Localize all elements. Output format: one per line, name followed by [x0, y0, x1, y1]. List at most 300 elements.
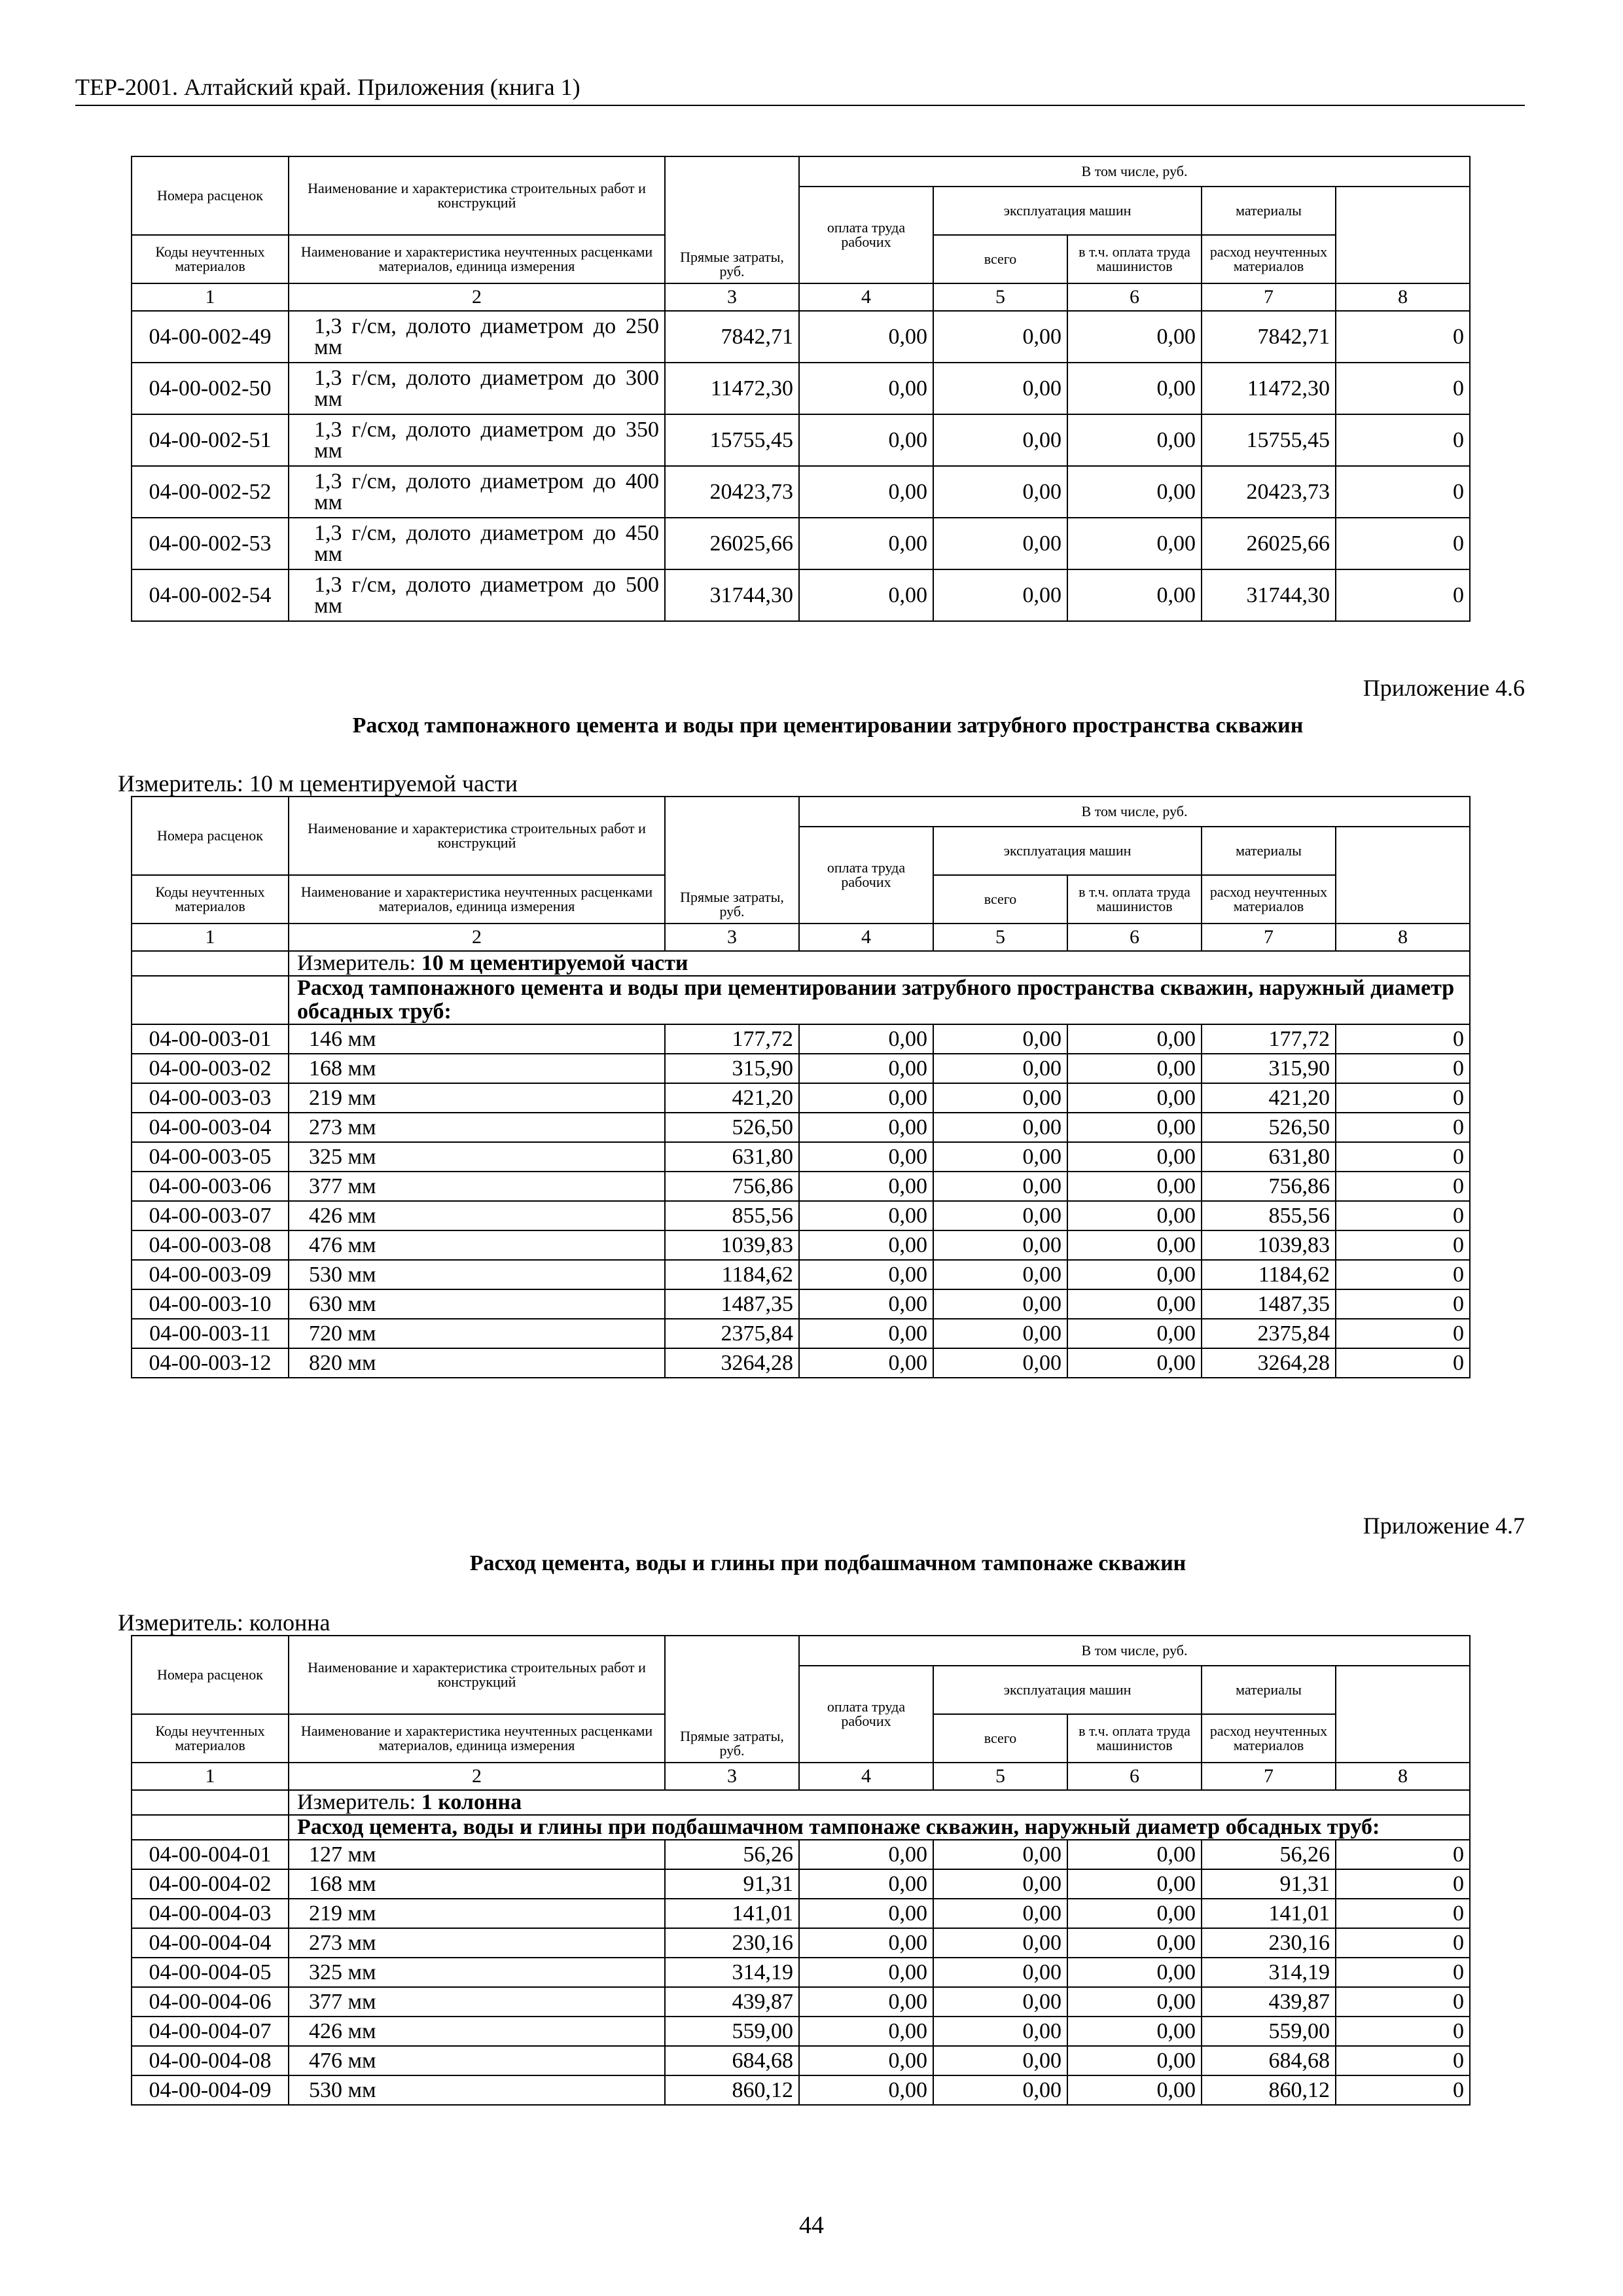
rate-name: 1,3 г/см, долото диаметром до 500 мм	[289, 569, 665, 621]
table-row	[132, 2075, 1470, 2105]
table-row	[132, 311, 1470, 363]
labor-pay: 0,00	[799, 466, 933, 518]
table-section	[132, 951, 1470, 1024]
rate-name: 146 мм	[289, 1024, 665, 1054]
rate-code: 04-00-003-02	[132, 1054, 289, 1083]
table-body	[132, 1840, 1470, 2105]
header-unaccounted: расход неучтенных материалов	[1202, 235, 1336, 283]
machinist-pay: 0,00	[1067, 1928, 1202, 1958]
machines-total: 0,00	[933, 1319, 1067, 1348]
machines-total: 0,00	[933, 1172, 1067, 1201]
machines-total: 0,00	[933, 1230, 1067, 1260]
table-row	[132, 2017, 1470, 2046]
labor-pay: 0,00	[799, 1113, 933, 1142]
materials-cost: 1487,35	[1202, 1289, 1336, 1319]
rate-code: 04-00-003-06	[132, 1172, 289, 1201]
column-number: 4	[799, 283, 933, 311]
labor-pay: 0,00	[799, 1289, 933, 1319]
labor-pay: 0,00	[799, 2046, 933, 2075]
machines-total: 0,00	[933, 1899, 1067, 1928]
direct-cost: 31744,30	[665, 569, 799, 621]
header-machines-total: всего	[933, 1714, 1067, 1763]
machines-total: 0,00	[933, 1260, 1067, 1289]
machinist-pay: 0,00	[1067, 1172, 1202, 1201]
machines-total: 0,00	[933, 1840, 1067, 1869]
labor-hours: 0	[1336, 2046, 1470, 2075]
labor-hours: 0	[1336, 2017, 1470, 2046]
header-machinist-pay: в т.ч. оплата труда машинистов	[1067, 1714, 1202, 1763]
column-number: 5	[933, 1763, 1067, 1790]
rate-code: 04-00-002-51	[132, 414, 289, 466]
machines-total: 0,00	[933, 466, 1067, 518]
header-material-codes: Коды неучтенных материалов	[132, 1714, 289, 1763]
direct-cost: 141,01	[665, 1899, 799, 1928]
table-row	[132, 1230, 1470, 1260]
materials-cost: 631,80	[1202, 1142, 1336, 1172]
rate-name: 219 мм	[289, 1899, 665, 1928]
rate-name: 1,3 г/см, долото диаметром до 300 мм	[289, 363, 665, 414]
table-row	[132, 1201, 1470, 1230]
machines-total: 0,00	[933, 1348, 1067, 1378]
labor-pay: 0,00	[799, 1348, 933, 1378]
header-work-name: Наименование и характеристика строительных работ и конструкций	[289, 156, 665, 235]
direct-cost: 7842,71	[665, 311, 799, 363]
header-rate-numbers: Номера расценок	[132, 1636, 289, 1714]
table-header	[132, 797, 1470, 951]
materials-cost: 11472,30	[1202, 363, 1336, 414]
rate-code: 04-00-004-09	[132, 2075, 289, 2105]
table-row	[132, 1289, 1470, 1319]
labor-hours: 0	[1336, 1142, 1470, 1172]
labor-pay: 0,00	[799, 1840, 933, 1869]
machines-total: 0,00	[933, 2017, 1067, 2046]
rate-code: 04-00-002-49	[132, 311, 289, 363]
materials-cost: 56,26	[1202, 1840, 1336, 1869]
labor-hours: 0	[1336, 414, 1470, 466]
labor-hours: 0	[1336, 1928, 1470, 1958]
labor-hours: 0	[1336, 363, 1470, 414]
labor-hours: 0	[1336, 1083, 1470, 1113]
materials-cost: 26025,66	[1202, 518, 1336, 569]
machines-total: 0,00	[933, 1113, 1067, 1142]
machines-total: 0,00	[933, 1142, 1067, 1172]
machinist-pay: 0,00	[1067, 1113, 1202, 1142]
column-number: 5	[933, 924, 1067, 951]
table-row	[132, 1840, 1470, 1869]
labor-pay: 0,00	[799, 1142, 933, 1172]
column-number: 3	[665, 1763, 799, 1790]
direct-cost: 631,80	[665, 1142, 799, 1172]
machines-total: 0,00	[933, 569, 1067, 621]
machinist-pay: 0,00	[1067, 1260, 1202, 1289]
header-unaccounted: расход неучтенных материалов	[1202, 1714, 1336, 1763]
appendix-title-4-7: Расход цемента, воды и глины при подбашмачном тампонаже скважин	[469, 1551, 1186, 1575]
materials-cost: 314,19	[1202, 1958, 1336, 1987]
rate-name: 476 мм	[289, 1230, 665, 1260]
materials-cost: 2375,84	[1202, 1319, 1336, 1348]
header-machinist-pay: в т.ч. оплата труда машинистов	[1067, 235, 1202, 283]
header-rate-numbers: Номера расценок	[132, 156, 289, 235]
section-title: Расход тампонажного цемента и воды при цементировании затрубного пространства скважин, наружный диаметр обсадных труб:	[289, 976, 1470, 1024]
table-row	[132, 466, 1470, 518]
column-number: 8	[1336, 283, 1470, 311]
header-direct-costs: Прямые затраты, руб.	[665, 156, 799, 283]
column-number: 6	[1067, 283, 1202, 311]
header-including: В том числе, руб.	[799, 797, 1470, 827]
machinist-pay: 0,00	[1067, 2046, 1202, 2075]
direct-cost: 314,19	[665, 1958, 799, 1987]
direct-cost: 315,90	[665, 1054, 799, 1083]
table-drilling-fluid	[131, 156, 1471, 622]
labor-pay: 0,00	[799, 1319, 933, 1348]
appendix-label-4-7: Приложение 4.7	[1363, 1513, 1525, 1539]
header-direct-costs: Прямые затраты, руб.	[665, 797, 799, 924]
labor-pay: 0,00	[799, 1201, 933, 1230]
column-number: 8	[1336, 924, 1470, 951]
table-row	[132, 569, 1470, 621]
table-row	[132, 1987, 1470, 2017]
machinist-pay: 0,00	[1067, 1083, 1202, 1113]
table-row	[132, 518, 1470, 569]
rate-code: 04-00-003-11	[132, 1319, 289, 1348]
machinist-pay: 0,00	[1067, 1142, 1202, 1172]
machines-total: 0,00	[933, 1289, 1067, 1319]
section-meter: Измеритель: 10 м цементируемой части	[289, 951, 1470, 976]
column-number: 8	[1336, 1763, 1470, 1790]
rate-code: 04-00-003-10	[132, 1289, 289, 1319]
section-title: Расход цемента, воды и глины при подбашмачном тампонаже скважин, наружный диаметр обсадных труб:	[289, 1815, 1470, 1840]
machinist-pay: 0,00	[1067, 1987, 1202, 2017]
labor-pay: 0,00	[799, 569, 933, 621]
column-number: 4	[799, 924, 933, 951]
labor-hours: 0	[1336, 466, 1470, 518]
meter-label-4-6: Измеритель: 10 м цементируемой части	[118, 770, 518, 797]
column-number: 1	[132, 1763, 289, 1790]
header-machines: эксплуатация машин	[933, 1666, 1202, 1714]
table-row	[132, 1348, 1470, 1378]
column-number: 5	[933, 283, 1067, 311]
direct-cost: 756,86	[665, 1172, 799, 1201]
materials-cost: 15755,45	[1202, 414, 1336, 466]
machinist-pay: 0,00	[1067, 363, 1202, 414]
column-number: 2	[289, 1763, 665, 1790]
labor-hours: 0	[1336, 1054, 1470, 1083]
rate-name: 273 мм	[289, 1113, 665, 1142]
direct-cost: 91,31	[665, 1869, 799, 1899]
labor-hours: 0	[1336, 1172, 1470, 1201]
machinist-pay: 0,00	[1067, 466, 1202, 518]
rate-name: 426 мм	[289, 1201, 665, 1230]
machines-total: 0,00	[933, 414, 1067, 466]
machines-total: 0,00	[933, 1987, 1067, 2017]
table-row	[132, 1142, 1470, 1172]
machinist-pay: 0,00	[1067, 1958, 1202, 1987]
labor-hours: 0	[1336, 1260, 1470, 1289]
rate-code: 04-00-002-50	[132, 363, 289, 414]
header-including: В том числе, руб.	[799, 1636, 1470, 1666]
labor-hours: 0	[1336, 1289, 1470, 1319]
labor-hours: 0	[1336, 311, 1470, 363]
direct-cost: 3264,28	[665, 1348, 799, 1378]
direct-cost: 26025,66	[665, 518, 799, 569]
materials-cost: 855,56	[1202, 1201, 1336, 1230]
materials-cost: 20423,73	[1202, 466, 1336, 518]
machinist-pay: 0,00	[1067, 1230, 1202, 1260]
table-row	[132, 1260, 1470, 1289]
labor-hours: 0	[1336, 1319, 1470, 1348]
header-machinist-pay: в т.ч. оплата труда машинистов	[1067, 875, 1202, 924]
table-row	[132, 363, 1470, 414]
rate-code: 04-00-004-06	[132, 1987, 289, 2017]
column-number: 1	[132, 283, 289, 311]
materials-cost: 141,01	[1202, 1899, 1336, 1928]
machinist-pay: 0,00	[1067, 518, 1202, 569]
header-rate-numbers: Номера расценок	[132, 797, 289, 875]
materials-cost: 526,50	[1202, 1113, 1336, 1142]
header-unaccounted: расход неучтенных материалов	[1202, 875, 1336, 924]
direct-cost: 177,72	[665, 1024, 799, 1054]
rate-name: 377 мм	[289, 1987, 665, 2017]
header-direct-costs: Прямые затраты, руб.	[665, 1636, 799, 1763]
rate-name: 325 мм	[289, 1142, 665, 1172]
direct-cost: 684,68	[665, 2046, 799, 2075]
materials-cost: 230,16	[1202, 1928, 1336, 1958]
materials-cost: 1039,83	[1202, 1230, 1336, 1260]
labor-pay: 0,00	[799, 2017, 933, 2046]
rate-code: 04-00-003-12	[132, 1348, 289, 1378]
section-meter: Измеритель: 1 колонна	[289, 1790, 1470, 1815]
labor-pay: 0,00	[799, 1054, 933, 1083]
column-number: 6	[1067, 924, 1202, 951]
labor-hours: 0	[1336, 1230, 1470, 1260]
meter-label-4-7: Измеритель: колонна	[118, 1609, 330, 1636]
column-number: 3	[665, 924, 799, 951]
table-header	[132, 156, 1470, 311]
machines-total: 0,00	[933, 1869, 1067, 1899]
labor-hours: 0	[1336, 1024, 1470, 1054]
rate-name: 530 мм	[289, 2075, 665, 2105]
table-row	[132, 1958, 1470, 1987]
labor-hours: 0	[1336, 1869, 1470, 1899]
rate-code: 04-00-003-08	[132, 1230, 289, 1260]
table-row	[132, 1928, 1470, 1958]
materials-cost: 315,90	[1202, 1054, 1336, 1083]
labor-hours: 0	[1336, 1958, 1470, 1987]
machinist-pay: 0,00	[1067, 1348, 1202, 1378]
materials-cost: 756,86	[1202, 1172, 1336, 1201]
machines-total: 0,00	[933, 1054, 1067, 1083]
direct-cost: 2375,84	[665, 1319, 799, 1348]
direct-cost: 230,16	[665, 1928, 799, 1958]
header-materials: материалы	[1202, 187, 1336, 235]
header-material-codes: Коды неучтенных материалов	[132, 875, 289, 924]
table-row	[132, 2046, 1470, 2075]
labor-pay: 0,00	[799, 1899, 933, 1928]
table-row	[132, 414, 1470, 466]
labor-pay: 0,00	[799, 1083, 933, 1113]
machinist-pay: 0,00	[1067, 1201, 1202, 1230]
table-body	[132, 1024, 1470, 1378]
header-machines-total: всего	[933, 235, 1067, 283]
rate-code: 04-00-004-04	[132, 1928, 289, 1958]
materials-cost: 177,72	[1202, 1024, 1336, 1054]
labor-hours: 0	[1336, 1348, 1470, 1378]
machinist-pay: 0,00	[1067, 2017, 1202, 2046]
labor-pay: 0,00	[799, 1987, 933, 2017]
rate-code: 04-00-004-05	[132, 1958, 289, 1987]
rate-name: 1,3 г/см, долото диаметром до 400 мм	[289, 466, 665, 518]
machines-total: 0,00	[933, 363, 1067, 414]
labor-pay: 0,00	[799, 518, 933, 569]
labor-hours: 0	[1336, 1840, 1470, 1869]
header-materials: материалы	[1202, 1666, 1336, 1714]
materials-cost: 3264,28	[1202, 1348, 1336, 1378]
header-material-name: Наименование и характеристика неучтенных расценками материалов, единица измерения	[289, 235, 665, 283]
rate-code: 04-00-004-07	[132, 2017, 289, 2046]
rate-code: 04-00-004-08	[132, 2046, 289, 2075]
header-including: В том числе, руб.	[799, 156, 1470, 187]
header-labor-pay: оплата труда рабочих	[799, 827, 933, 924]
direct-cost: 1039,83	[665, 1230, 799, 1260]
table-row	[132, 1054, 1470, 1083]
table-row	[132, 1869, 1470, 1899]
direct-cost: 20423,73	[665, 466, 799, 518]
machinist-pay: 0,00	[1067, 1054, 1202, 1083]
machines-total: 0,00	[933, 518, 1067, 569]
header-labor-pay: оплата труда рабочих	[799, 1666, 933, 1763]
machines-total: 0,00	[933, 1201, 1067, 1230]
labor-pay: 0,00	[799, 2075, 933, 2105]
labor-pay: 0,00	[799, 1260, 933, 1289]
table-row	[132, 1319, 1470, 1348]
table-body	[132, 311, 1470, 621]
direct-cost: 559,00	[665, 2017, 799, 2046]
labor-hours: 0	[1336, 1987, 1470, 2017]
direct-cost: 56,26	[665, 1840, 799, 1869]
labor-hours: 0	[1336, 2075, 1470, 2105]
header-machines: эксплуатация машин	[933, 827, 1202, 875]
rate-name: 630 мм	[289, 1289, 665, 1319]
materials-cost: 91,31	[1202, 1869, 1336, 1899]
header-material-name: Наименование и характеристика неучтенных расценками материалов, единица измерения	[289, 875, 665, 924]
direct-cost: 860,12	[665, 2075, 799, 2105]
rate-name: 168 мм	[289, 1054, 665, 1083]
table-row	[132, 1899, 1470, 1928]
appendix-title-4-6: Расход тампонажного цемента и воды при цементировании затрубного пространства скважин	[352, 713, 1304, 738]
materials-cost: 439,87	[1202, 1987, 1336, 2017]
column-number: 2	[289, 283, 665, 311]
labor-pay: 0,00	[799, 311, 933, 363]
column-number: 7	[1202, 1763, 1336, 1790]
machines-total: 0,00	[933, 2046, 1067, 2075]
direct-cost: 15755,45	[665, 414, 799, 466]
header-work-name: Наименование и характеристика строительных работ и конструкций	[289, 1636, 665, 1714]
materials-cost: 1184,62	[1202, 1260, 1336, 1289]
labor-pay: 0,00	[799, 1172, 933, 1201]
labor-pay: 0,00	[799, 1928, 933, 1958]
rate-name: 219 мм	[289, 1083, 665, 1113]
machinist-pay: 0,00	[1067, 1869, 1202, 1899]
rate-code: 04-00-003-05	[132, 1142, 289, 1172]
direct-cost: 421,20	[665, 1083, 799, 1113]
labor-pay: 0,00	[799, 414, 933, 466]
header-machines: эксплуатация машин	[933, 187, 1202, 235]
column-number: 7	[1202, 924, 1336, 951]
machinist-pay: 0,00	[1067, 1840, 1202, 1869]
rate-code: 04-00-004-03	[132, 1899, 289, 1928]
table-row	[132, 1083, 1470, 1113]
column-number: 4	[799, 1763, 933, 1790]
direct-cost: 1184,62	[665, 1260, 799, 1289]
rate-code: 04-00-003-09	[132, 1260, 289, 1289]
rate-name: 426 мм	[289, 2017, 665, 2046]
column-number: 3	[665, 283, 799, 311]
labor-pay: 0,00	[799, 1024, 933, 1054]
rate-name: 1,3 г/см, долото диаметром до 250 мм	[289, 311, 665, 363]
labor-pay: 0,00	[799, 1230, 933, 1260]
materials-cost: 684,68	[1202, 2046, 1336, 2075]
labor-hours: 0	[1336, 569, 1470, 621]
direct-cost: 855,56	[665, 1201, 799, 1230]
rate-code: 04-00-002-53	[132, 518, 289, 569]
machinist-pay: 0,00	[1067, 414, 1202, 466]
rate-code: 04-00-002-52	[132, 466, 289, 518]
rate-name: 168 мм	[289, 1869, 665, 1899]
table-header	[132, 1636, 1470, 1790]
labor-hours: 0	[1336, 518, 1470, 569]
rate-name: 325 мм	[289, 1958, 665, 1987]
labor-pay: 0,00	[799, 1869, 933, 1899]
table-row	[132, 1113, 1470, 1142]
materials-cost: 421,20	[1202, 1083, 1336, 1113]
table-section	[132, 1790, 1470, 1840]
rate-name: 1,3 г/см, долото диаметром до 450 мм	[289, 518, 665, 569]
machines-total: 0,00	[933, 311, 1067, 363]
rate-code: 04-00-003-04	[132, 1113, 289, 1142]
machines-total: 0,00	[933, 1024, 1067, 1054]
table-row	[132, 1172, 1470, 1201]
machinist-pay: 0,00	[1067, 1899, 1202, 1928]
machinist-pay: 0,00	[1067, 2075, 1202, 2105]
machines-total: 0,00	[933, 1083, 1067, 1113]
materials-cost: 860,12	[1202, 2075, 1336, 2105]
column-number: 7	[1202, 283, 1336, 311]
direct-cost: 1487,35	[665, 1289, 799, 1319]
direct-cost: 11472,30	[665, 363, 799, 414]
rate-code: 04-00-004-01	[132, 1840, 289, 1869]
labor-pay: 0,00	[799, 1958, 933, 1987]
column-number: 1	[132, 924, 289, 951]
rate-code: 04-00-003-01	[132, 1024, 289, 1054]
materials-cost: 7842,71	[1202, 311, 1336, 363]
machinist-pay: 0,00	[1067, 1319, 1202, 1348]
header-material-codes: Коды неучтенных материалов	[132, 235, 289, 283]
header-labor-pay: оплата труда рабочих	[799, 187, 933, 283]
machinist-pay: 0,00	[1067, 311, 1202, 363]
header-work-name: Наименование и характеристика строительных работ и конструкций	[289, 797, 665, 875]
appendix-label-4-6: Приложение 4.6	[1363, 675, 1525, 701]
labor-pay: 0,00	[799, 363, 933, 414]
labor-hours: 0	[1336, 1201, 1470, 1230]
header-material-name: Наименование и характеристика неучтенных расценками материалов, единица измерения	[289, 1714, 665, 1763]
machinist-pay: 0,00	[1067, 1289, 1202, 1319]
direct-cost: 526,50	[665, 1113, 799, 1142]
materials-cost: 559,00	[1202, 2017, 1336, 2046]
rate-code: 04-00-003-03	[132, 1083, 289, 1113]
page-header: ТЕР-2001. Алтайский край. Приложения (книга 1)	[75, 73, 1525, 106]
machines-total: 0,00	[933, 2075, 1067, 2105]
rate-name: 273 мм	[289, 1928, 665, 1958]
